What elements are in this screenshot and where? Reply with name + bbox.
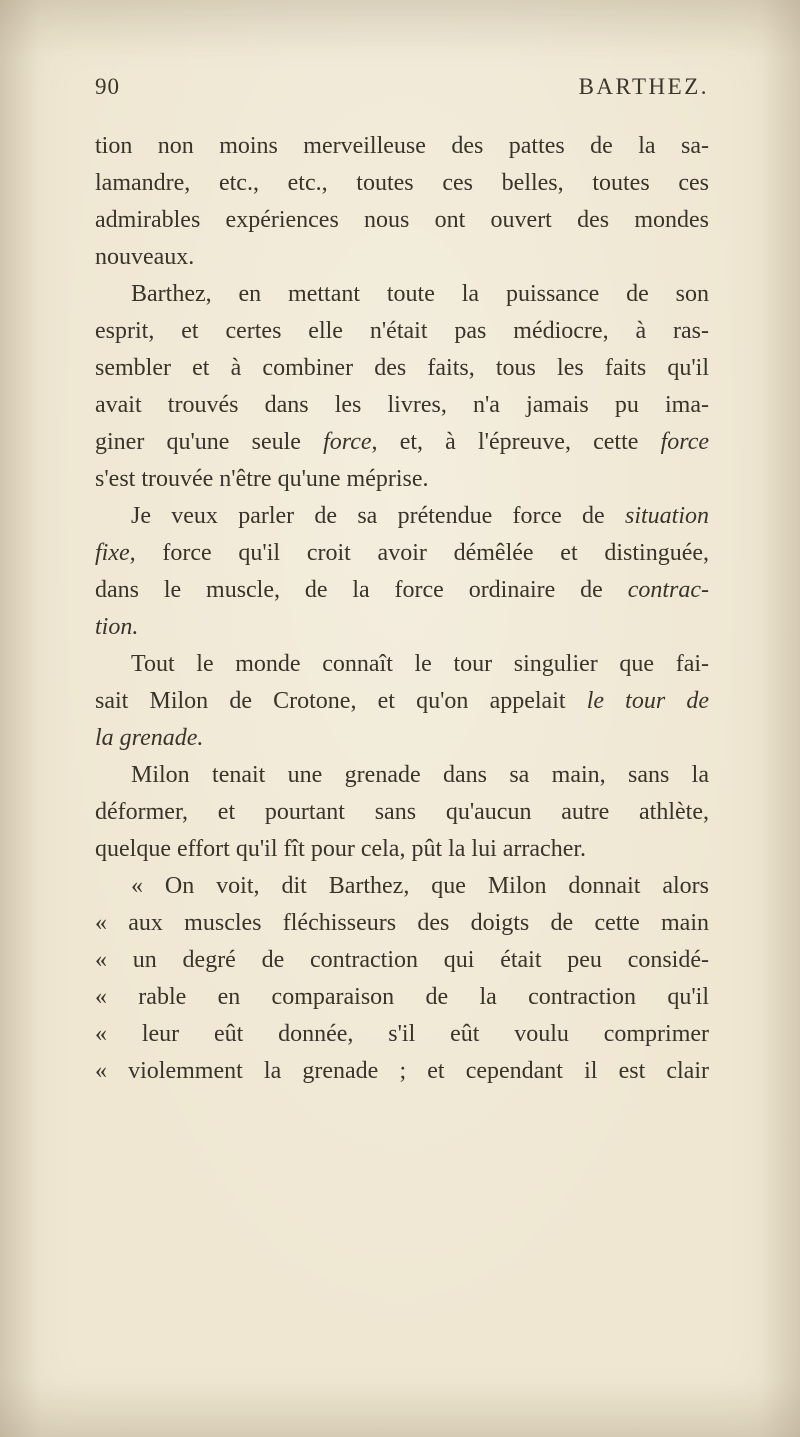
page-header	[95, 74, 709, 100]
text-segment: , et, à l'épreuve, cette	[371, 429, 661, 455]
text-segment: lamandre, etc., etc., toutes ces belles, toutes ces	[95, 170, 709, 196]
italic-text-segment: fixe,	[95, 540, 136, 566]
text-line	[95, 1053, 709, 1090]
body-text	[95, 128, 709, 1090]
text-line	[95, 350, 709, 387]
text-line	[95, 979, 709, 1016]
text-segment: « un degré de contraction qui était peu considé-	[95, 947, 709, 973]
text-segment: « On voit, dit Barthez, que Milon donnait alors	[131, 873, 709, 899]
text-segment: Tout le monde connaît le tour singulier que fai-	[131, 651, 709, 677]
text-line	[95, 387, 709, 424]
text-line	[95, 165, 709, 202]
paragraph	[95, 646, 709, 757]
italic-text-segment: la grenade.	[95, 725, 204, 751]
paragraph	[95, 128, 709, 276]
text-segment: sembler et à combiner des faits, tous les faits qu'il	[95, 355, 709, 381]
text-segment: « rable en comparaison de la contraction qu'il	[95, 984, 709, 1010]
text-segment: Barthez, en mettant toute la puissance de son	[131, 281, 709, 307]
text-segment: sait Milon de Crotone, et qu'on appelait	[95, 688, 587, 714]
paragraph	[95, 276, 709, 498]
text-line	[95, 276, 709, 313]
text-segment: s'est trouvée n'être qu'une méprise.	[95, 466, 429, 492]
text-line	[95, 461, 709, 498]
text-segment: nouveaux.	[95, 244, 195, 270]
text-segment: quelque effort qu'il fît pour cela, pût la lui arracher.	[95, 836, 587, 862]
paragraph	[95, 757, 709, 868]
text-line	[95, 202, 709, 239]
italic-text-segment: le tour de	[586, 688, 709, 714]
paragraph	[95, 498, 709, 646]
italic-text-segment: tion.	[95, 614, 139, 640]
text-line	[95, 609, 709, 646]
text-line	[95, 498, 709, 535]
page-number: 90	[95, 74, 120, 99]
text-line	[95, 720, 709, 757]
text-segment: force qu'il croit avoir démêlée et distinguée,	[135, 540, 709, 566]
italic-text-segment: contrac-	[627, 577, 709, 603]
paragraph	[95, 868, 709, 1090]
text-line	[95, 572, 709, 609]
text-line	[95, 757, 709, 794]
text-segment: esprit, et certes elle n'était pas médiocre, à ras-	[95, 318, 709, 344]
text-segment: admirables expériences nous ont ouvert des mondes	[95, 207, 709, 233]
text-line	[95, 128, 709, 165]
text-line	[95, 424, 709, 461]
text-line	[95, 239, 709, 276]
italic-text-segment: force	[660, 429, 709, 455]
text-segment: Je veux parler de sa prétendue force de	[131, 503, 625, 529]
text-line	[95, 905, 709, 942]
text-line	[95, 942, 709, 979]
text-line	[95, 683, 709, 720]
text-line	[95, 646, 709, 683]
text-line	[95, 868, 709, 905]
text-segment: dans le muscle, de la force ordinaire de	[95, 577, 628, 603]
running-title: BARTHEZ.	[578, 74, 709, 99]
text-line	[95, 794, 709, 831]
text-line	[95, 535, 709, 572]
italic-text-segment: situation	[624, 503, 709, 529]
text-line	[95, 1016, 709, 1053]
italic-text-segment: force	[323, 429, 372, 455]
text-line	[95, 831, 709, 868]
text-segment: tion non moins merveilleuse des pattes de la sa-	[95, 133, 709, 159]
text-segment: « leur eût donnée, s'il eût voulu comprimer	[95, 1021, 709, 1047]
text-line	[95, 313, 709, 350]
text-segment: giner qu'une seule	[95, 429, 324, 455]
text-segment: « violemment la grenade ; et cependant il est clair	[95, 1058, 709, 1084]
text-segment: avait trouvés dans les livres, n'a jamais pu ima-	[95, 392, 709, 418]
text-segment: déformer, et pourtant sans qu'aucun autre athlète,	[95, 799, 709, 825]
text-segment: « aux muscles fléchisseurs des doigts de cette main	[95, 910, 709, 936]
text-segment: Milon tenait une grenade dans sa main, sans la	[131, 762, 709, 788]
